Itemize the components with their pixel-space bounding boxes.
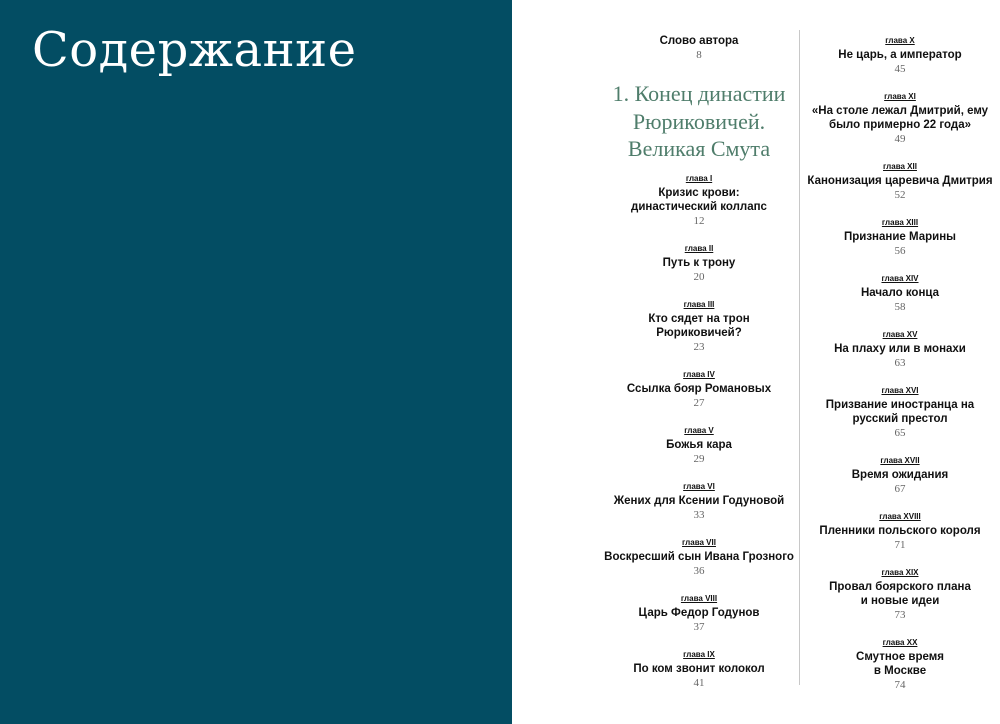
toc-entry[interactable] bbox=[800, 636, 1000, 692]
chapter-label bbox=[599, 242, 799, 256]
toc-entry[interactable] bbox=[800, 160, 1000, 202]
chapter-title: Не царь, а император bbox=[838, 49, 962, 61]
entry-page: 8 bbox=[696, 49, 702, 61]
page-title: Содержание bbox=[32, 22, 357, 78]
toc-column-left bbox=[599, 34, 799, 704]
chapter-page: 29 bbox=[693, 452, 705, 465]
chapter-label-text: глава XIX bbox=[881, 568, 919, 577]
chapter-label-text: глава XVII bbox=[880, 456, 920, 465]
chapter-label bbox=[800, 384, 1000, 398]
chapter-label bbox=[599, 172, 799, 186]
chapter-page: 27 bbox=[693, 396, 705, 409]
chapter-title: Ссылка бояр Романовых bbox=[626, 382, 772, 395]
toc-entry[interactable] bbox=[800, 454, 1000, 496]
chapter-label bbox=[599, 648, 799, 662]
toc-entry[interactable] bbox=[599, 424, 799, 466]
entry-title: Слово автора bbox=[659, 35, 739, 47]
chapter-label-text: глава XIV bbox=[881, 274, 919, 283]
chapter-label-text: глава XII bbox=[883, 162, 917, 171]
chapter-label-text: глава X bbox=[885, 36, 915, 45]
toc-entry[interactable] bbox=[800, 34, 1000, 76]
chapter-page: 45 bbox=[894, 63, 906, 75]
chapter-title: Божья кара bbox=[666, 438, 732, 451]
chapter-label bbox=[800, 90, 1000, 104]
chapter-label-text: глава VII bbox=[682, 537, 716, 547]
chapter-title: Кто сядет на трон Рюриковичей? bbox=[648, 312, 750, 339]
chapter-title: Время ожидания bbox=[851, 469, 949, 481]
toc-entry[interactable] bbox=[599, 172, 799, 228]
toc-entry-intro[interactable] bbox=[599, 34, 799, 62]
chapter-page: 49 bbox=[894, 133, 906, 145]
chapter-title: Признание Марины bbox=[843, 231, 956, 243]
chapter-label-text: глава III bbox=[683, 299, 715, 309]
chapter-label-text: глава IX bbox=[683, 649, 715, 659]
chapter-label-text: глава V bbox=[684, 425, 714, 435]
chapter-title: Призвание иностранца на русский престол bbox=[825, 399, 975, 425]
chapter-label bbox=[800, 510, 1000, 524]
toc-entry[interactable] bbox=[800, 510, 1000, 552]
chapter-label bbox=[599, 592, 799, 606]
chapter-page: 12 bbox=[693, 214, 705, 227]
toc-entry[interactable] bbox=[599, 648, 799, 690]
toc-entry[interactable] bbox=[800, 384, 1000, 440]
chapter-label bbox=[800, 216, 1000, 230]
chapter-label bbox=[599, 298, 799, 312]
chapter-title: «На столе лежал Дмитрий, ему было примерно 22 года» bbox=[811, 105, 989, 131]
chapter-page: 20 bbox=[693, 270, 705, 283]
part-heading: 1. Конец династии Рюриковичей. Великая Смута bbox=[612, 81, 786, 161]
chapter-label bbox=[800, 34, 1000, 48]
chapter-page: 67 bbox=[894, 483, 906, 495]
chapter-label bbox=[800, 454, 1000, 468]
chapter-page: 65 bbox=[894, 427, 906, 439]
chapter-page: 63 bbox=[894, 357, 906, 369]
chapter-page: 74 bbox=[894, 679, 906, 691]
chapter-page: 37 bbox=[693, 620, 705, 633]
chapter-label-text: глава I bbox=[685, 173, 713, 183]
chapter-page: 41 bbox=[693, 676, 705, 689]
chapter-label bbox=[599, 536, 799, 550]
toc-entry[interactable] bbox=[800, 272, 1000, 314]
chapter-title: Пленники польского короля bbox=[819, 525, 981, 537]
chapter-page: 23 bbox=[693, 340, 705, 353]
chapter-label bbox=[800, 160, 1000, 174]
chapter-title: На плаху или в монахи bbox=[834, 343, 966, 355]
chapter-label bbox=[599, 368, 799, 382]
chapter-page: 33 bbox=[693, 508, 705, 521]
toc-entry[interactable] bbox=[599, 368, 799, 410]
chapter-label-text: глава XV bbox=[882, 330, 918, 339]
chapter-label bbox=[800, 636, 1000, 650]
chapter-title: Воскресший сын Ивана Грозного bbox=[604, 550, 794, 563]
chapter-title: Смутное время в Москве bbox=[856, 651, 944, 677]
chapter-label bbox=[800, 272, 1000, 286]
chapter-page: 56 bbox=[894, 245, 906, 257]
chapter-page: 58 bbox=[894, 301, 906, 313]
chapter-page: 73 bbox=[894, 609, 906, 621]
toc-entry[interactable] bbox=[800, 328, 1000, 370]
toc-entry[interactable] bbox=[800, 566, 1000, 622]
chapter-label-text: глава VIII bbox=[680, 593, 718, 603]
chapter-label-text: глава XVI bbox=[881, 386, 919, 395]
chapter-page: 36 bbox=[693, 564, 705, 577]
toc-entry[interactable] bbox=[800, 90, 1000, 146]
chapter-label-text: глава XVIII bbox=[879, 512, 921, 521]
chapter-list-right bbox=[800, 34, 1000, 692]
chapter-title: Начало конца bbox=[860, 287, 940, 299]
chapter-label-text: глава XX bbox=[882, 638, 918, 647]
chapter-title: Кризис крови: династический коллапс bbox=[631, 186, 767, 213]
chapter-title: По ком звонит колокол bbox=[633, 662, 765, 675]
toc-column-right bbox=[800, 34, 1000, 706]
chapter-label-text: глава IV bbox=[683, 369, 715, 379]
toc-entry[interactable] bbox=[800, 216, 1000, 258]
toc-entry[interactable] bbox=[599, 242, 799, 284]
toc-entry[interactable] bbox=[599, 536, 799, 578]
chapter-label-text: глава XI bbox=[884, 92, 916, 101]
chapter-title: Канонизация царевича Дмитрия bbox=[807, 175, 993, 187]
chapter-page: 52 bbox=[894, 189, 906, 201]
chapter-title: Жених для Ксении Годуновой bbox=[613, 494, 785, 507]
toc-entry[interactable] bbox=[599, 480, 799, 522]
chapter-label bbox=[599, 480, 799, 494]
toc-entry[interactable] bbox=[599, 298, 799, 354]
chapter-title: Провал боярского плана и новые идеи bbox=[829, 581, 971, 607]
chapter-label bbox=[800, 566, 1000, 580]
chapter-page: 71 bbox=[894, 539, 906, 551]
chapter-label-text: глава XIII bbox=[881, 218, 919, 227]
chapter-title: Путь к трону bbox=[662, 256, 736, 269]
chapter-label bbox=[800, 328, 1000, 342]
toc-entry[interactable] bbox=[599, 592, 799, 634]
chapter-list-left bbox=[599, 172, 799, 690]
chapter-label bbox=[599, 424, 799, 438]
chapter-title: Царь Федор Годунов bbox=[638, 606, 760, 619]
chapter-label-text: глава II bbox=[684, 243, 714, 253]
chapter-label-text: глава VI bbox=[683, 481, 715, 491]
